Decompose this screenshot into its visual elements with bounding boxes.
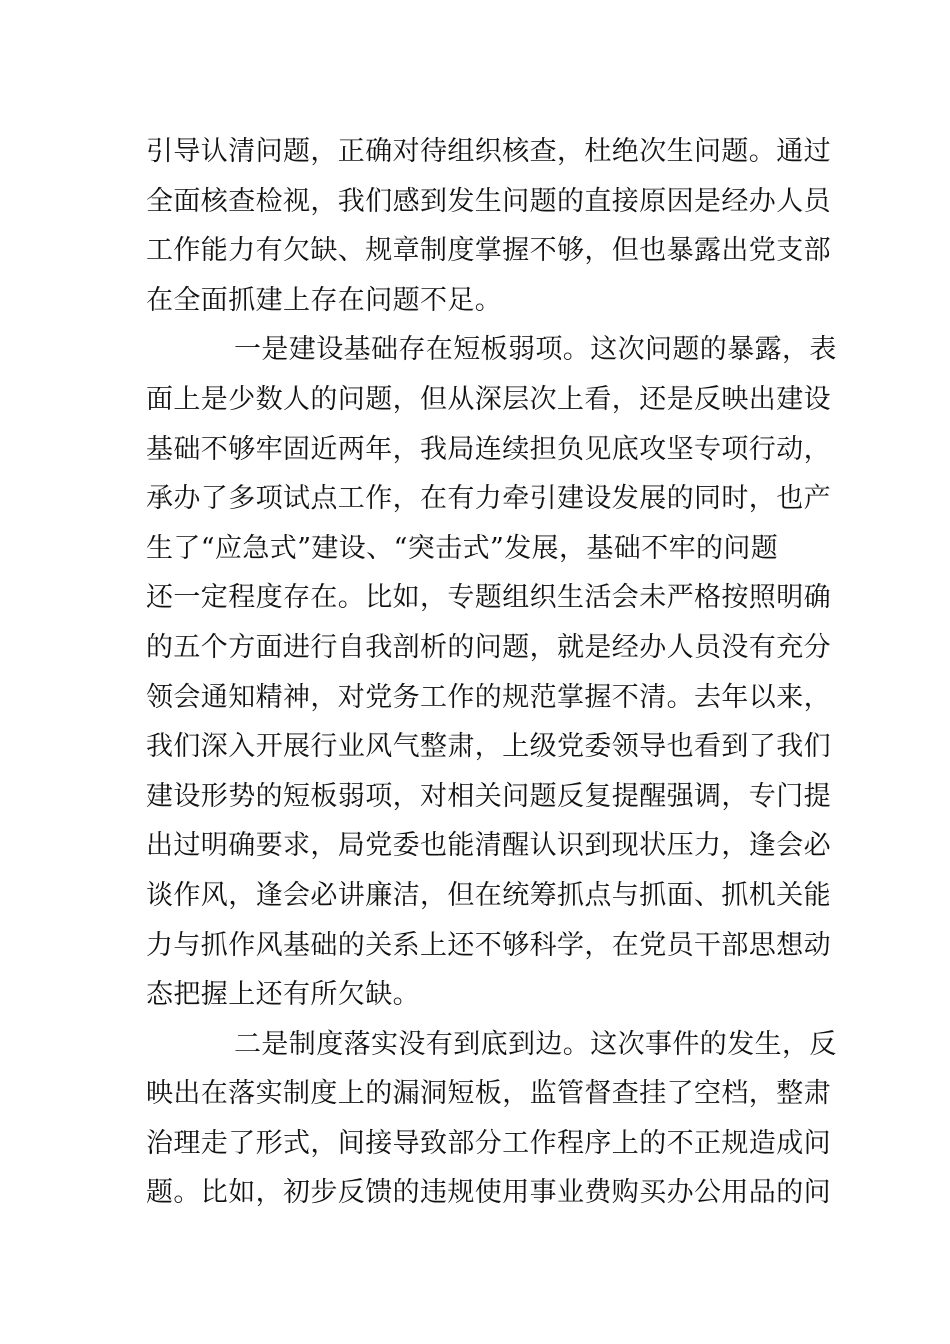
text-line: 治理走了形式，间接导致部分工作程序上的不正规造成问 <box>146 1127 831 1159</box>
text-line: 面上是少数人的问题，但从深层次上看，还是反映出建设 <box>146 383 831 415</box>
paragraph-system-implementation <box>146 1020 837 1218</box>
text-line: 基础不够牢固近两年，我局连续担负见底攻坚专项行动， <box>146 433 831 465</box>
text-line: 力与抓作风基础的关系上还不够科学，在党员干部思想动 <box>146 929 831 961</box>
text-line: 建设形势的短板弱项，对相关问题反复提醒强调，专门提 <box>146 780 831 812</box>
text-line: 引导认清问题，正确对待组织核查，杜绝次生问题。通过 <box>146 136 831 167</box>
paragraph-continuation <box>146 127 831 325</box>
text-line: 全面核查检视，我们感到发生问题的直接原因是经办人员 <box>146 185 831 217</box>
document-body <box>146 127 837 1218</box>
text-line: 工作能力有欠缺、规章制度掌握不够，但也暴露出党支部 <box>146 235 831 267</box>
text-line: 二是制度落实没有到底到边。这次事件的发生，反 <box>234 1028 837 1060</box>
text-line: 领会通知精神，对党务工作的规范掌握不清。去年以来， <box>146 681 831 713</box>
text-line: 题。比如，初步反馈的违规使用事业费购买办公用品的问 <box>146 1177 831 1209</box>
text-line: 谈作风，逢会必讲廉洁，但在统筹抓点与抓面、抓机关能 <box>146 879 831 911</box>
text-line: 承办了多项试点工作，在有力牵引建设发展的同时，也产 <box>146 483 831 515</box>
text-line: 映出在落实制度上的漏洞短板，监管督查挂了空档，整肃 <box>146 1078 831 1110</box>
text-line: 生了“应急式”建设、“突击式”发展，基础不牢的问题 <box>146 532 779 564</box>
text-line: 态把握上还有所欠缺。 <box>146 979 420 1011</box>
paragraph-construction-foundation <box>146 325 837 1019</box>
text-line: 我们深入开展行业风气整肃，上级党委领导也看到了我们 <box>146 731 831 763</box>
text-line: 在全面抓建上存在问题不足。 <box>146 284 503 316</box>
text-line: 一是建设基础存在短板弱项。这次问题的暴露，表 <box>234 334 837 366</box>
text-line: 出过明确要求，局党委也能清醒认识到现状压力，逢会必 <box>146 830 831 862</box>
text-line: 的五个方面进行自我剖析的问题，就是经办人员没有充分 <box>146 631 831 663</box>
text-line: 还一定程度存在。比如，专题组织生活会未严格按照明确 <box>146 582 831 614</box>
